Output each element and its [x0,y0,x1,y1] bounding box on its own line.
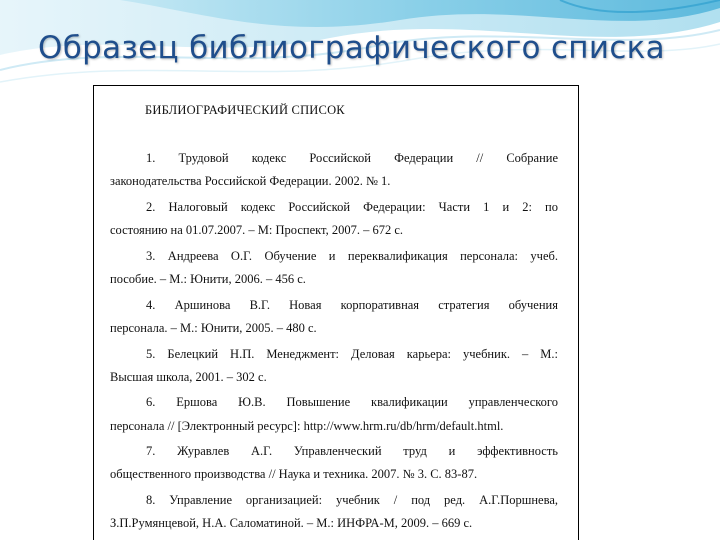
document-image [93,85,579,540]
entry-line: пособие. – М.: Юнити, 2006. – 456 с. [110,271,306,286]
entry-line: 1. Трудовой кодекс Российской Федерации // Собрание [146,151,558,165]
entry-line: законодательства Российской Федерации. 2002. № 1. [110,174,391,189]
document-heading: БИБЛИОГРАФИЧЕСКИЙ СПИСОК [145,103,345,117]
entry-line: 6. Ершова Ю.В. Повышение квалификации управленческого [146,395,558,410]
slide-title: Образец библиографического списка [38,30,665,66]
entry-line: общественного производства // Наука и техника. 2007. № 3. С. 83-87. [110,467,478,482]
bibliography-list [110,147,558,538]
bibliography-entry [110,245,558,291]
bibliography-entry [110,196,558,242]
bibliography-entry [110,294,558,340]
bibliography-entry [110,343,558,389]
entry-line: 4. Аршинова В.Г. Новая корпоративная стратегия обучения [146,297,558,312]
entry-line: 7. Журавлев А.Г. Управленческий труд и эффективность [146,444,558,459]
entry-line: Высшая школа, 2001. – 302 с. [110,369,267,384]
bibliography-entry [110,440,558,486]
entry-line: состоянию на 01.07.2007. – М: Проспект, 2007. – 672 с. [110,223,403,238]
entry-line: персонала // [Электронный ресурс]: http://www.hrm.ru/db/hrm/default.html. [110,418,504,433]
entry-line: З.П.Румянцевой, Н.А. Саломатиной. – М.: ИНФРА-М, 2009. – 669 с. [110,516,473,531]
entry-line: 5. Белецкий Н.П. Менеджмент: Деловая карьера: учебник. – М.: [146,346,558,361]
bibliography-entry [110,489,558,535]
entry-line: 2. Налоговый кодекс Российской Федерации: Части 1 и 2: по [146,199,558,214]
entry-line: 3. Андреева О.Г. Обучение и переквалификация персонала: учеб. [146,248,558,263]
bibliography-entry [110,147,558,193]
entry-line: персонала. – М.: Юнити, 2005. – 480 с. [110,320,317,335]
bibliography-entry [110,391,558,437]
entry-line: 8. Управление организацией: учебник / под ред. А.Г.Поршнева, [146,493,558,508]
